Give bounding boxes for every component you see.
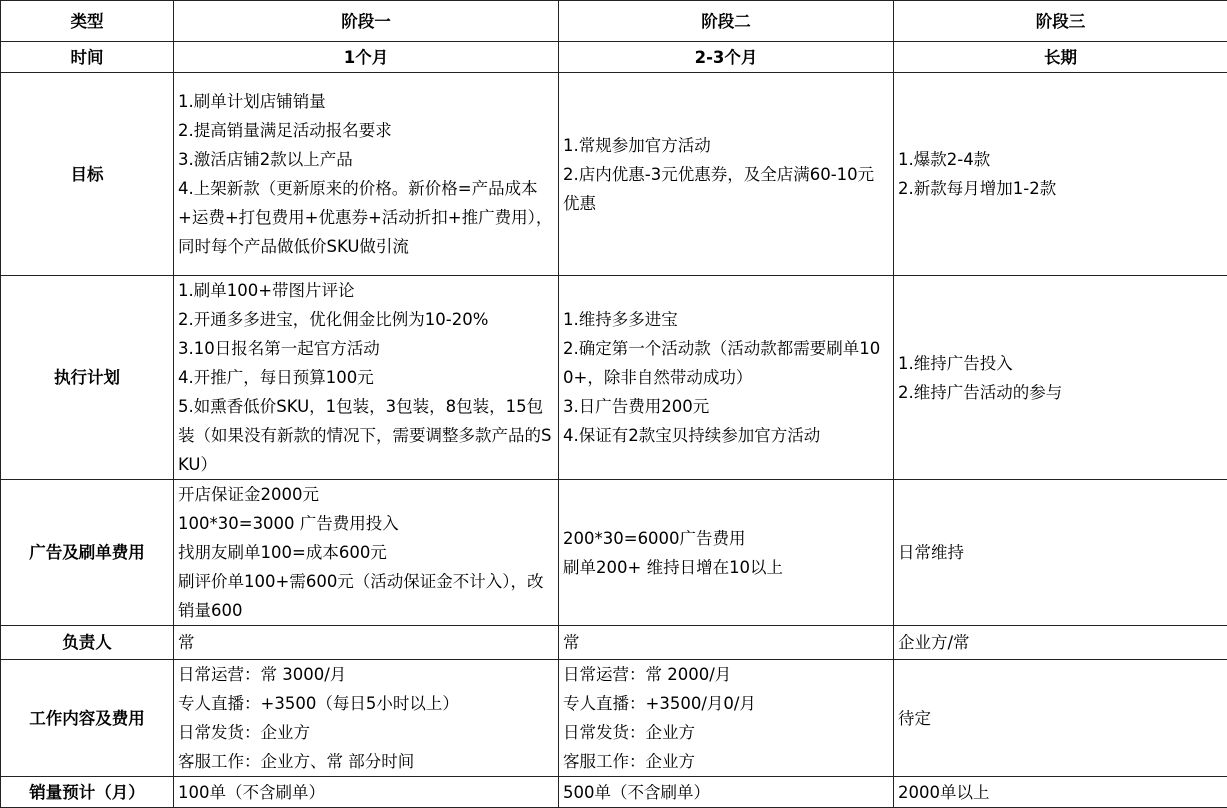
ads-p1-line: 刷评价单100+需600元（活动保证金不计入），改销量600 xyxy=(178,567,554,625)
owner-phase2: 常 xyxy=(559,626,894,660)
header-phase1: 阶段一 xyxy=(174,1,559,42)
plan-p2-line: 4.保证有2款宝贝持续参加官方活动 xyxy=(563,421,889,450)
plan-p1-line: 2.开通多多进宝，优化佣金比例为10-20% xyxy=(178,305,554,334)
goal-phase2 xyxy=(559,73,894,276)
plan-phase1 xyxy=(174,276,559,480)
ads-phase1 xyxy=(174,480,559,626)
owner-label: 负责人 xyxy=(1,626,174,660)
goal-p1-line: 2.提高销量满足活动报名要求 xyxy=(178,116,554,145)
sales-phase3: 2000单以上 xyxy=(894,777,1227,808)
work-phase3 xyxy=(894,660,1227,777)
sales-row xyxy=(1,777,1227,808)
sales-phase1: 100单（不含刷单） xyxy=(174,777,559,808)
goal-p3-line: 2.新款每月增加1-2款 xyxy=(898,174,1223,203)
goal-p2-line: 1.常规参加官方活动 xyxy=(563,131,889,160)
time-phase3: 长期 xyxy=(894,42,1227,73)
plan-p2-line: 2.确定第一个活动款（活动款都需要刷单100+，除非自然带动成功） xyxy=(563,334,889,392)
work-p1-line: 日常运营：常 3000/月 xyxy=(178,660,554,689)
time-row xyxy=(1,42,1227,73)
goal-p3-line: 1.爆款2-4款 xyxy=(898,145,1223,174)
sales-phase2: 500单（不含刷单） xyxy=(559,777,894,808)
goal-p1-line: 1.刷单计划店铺销量 xyxy=(178,87,554,116)
plan-phase2 xyxy=(559,276,894,480)
time-label: 时间 xyxy=(1,42,174,73)
owner-phase1: 常 xyxy=(174,626,559,660)
header-phase3: 阶段三 xyxy=(894,1,1227,42)
work-p3-line: 待定 xyxy=(898,704,1223,733)
plan-p1-line: 4.开推广，每日预算100元 xyxy=(178,363,554,392)
work-p1-line: 日常发货：企业方 xyxy=(178,718,554,747)
plan-p1-line: 3.10日报名第一起官方活动 xyxy=(178,334,554,363)
owner-row xyxy=(1,626,1227,660)
time-phase1: 1个月 xyxy=(174,42,559,73)
work-p2-line: 专人直播：+3500/月0/月 xyxy=(563,689,889,718)
goal-label: 目标 xyxy=(1,73,174,276)
header-type: 类型 xyxy=(1,1,174,42)
goal-p1-line: 3.激活店铺2款以上产品 xyxy=(178,145,554,174)
work-row xyxy=(1,660,1227,777)
ads-label: 广告及刷单费用 xyxy=(1,480,174,626)
goal-phase1 xyxy=(174,73,559,276)
ads-p1-line: 100*30=3000 广告费用投入 xyxy=(178,509,554,538)
plan-p1-line: 1.刷单100+带图片评论 xyxy=(178,276,554,305)
plan-p3-line: 1.维持广告投入 xyxy=(898,349,1223,378)
ads-row xyxy=(1,480,1227,626)
goal-phase3 xyxy=(894,73,1227,276)
work-p2-line: 客服工作：企业方 xyxy=(563,747,889,776)
plan-row xyxy=(1,276,1227,480)
sales-label: 销量预计（月） xyxy=(1,777,174,808)
ads-p2-line: 200*30=6000广告费用 xyxy=(563,524,889,553)
goal-row xyxy=(1,73,1227,276)
ads-p2-line: 刷单200+ 维持日增在10以上 xyxy=(563,553,889,582)
plan-label: 执行计划 xyxy=(1,276,174,480)
ads-phase2 xyxy=(559,480,894,626)
work-phase2 xyxy=(559,660,894,777)
header-row xyxy=(1,1,1227,42)
header-phase2: 阶段二 xyxy=(559,1,894,42)
plan-p1-line: 5.如熏香低价SKU，1包装，3包装，8包装，15包装（如果没有新款的情况下，需要调整多款产品的SKU） xyxy=(178,392,554,479)
work-phase1 xyxy=(174,660,559,777)
plan-p2-line: 3.日广告费用200元 xyxy=(563,392,889,421)
plan-phase3 xyxy=(894,276,1227,480)
work-p1-line: 专人直播：+3500（每日5小时以上） xyxy=(178,689,554,718)
plan-p3-line: 2.维持广告活动的参与 xyxy=(898,378,1223,407)
plan-p2-line: 1.维持多多进宝 xyxy=(563,305,889,334)
time-phase2: 2-3个月 xyxy=(559,42,894,73)
owner-phase3: 企业方/常 xyxy=(894,626,1227,660)
ads-p3-line: 日常维持 xyxy=(898,538,1223,567)
work-p2-line: 日常发货：企业方 xyxy=(563,718,889,747)
goal-p1-line: 4.上架新款（更新原来的价格。新价格=产品成本+运费+打包费用+优惠券+活动折扣+推广费用），同时每个产品做低价SKU做引流 xyxy=(178,174,554,261)
work-label: 工作内容及费用 xyxy=(1,660,174,777)
ads-p1-line: 开店保证金2000元 xyxy=(178,480,554,509)
ads-phase3 xyxy=(894,480,1227,626)
work-p2-line: 日常运营：常 2000/月 xyxy=(563,660,889,689)
work-p1-line: 客服工作：企业方、常 部分时间 xyxy=(178,747,554,776)
goal-p2-line: 2.店内优惠-3元优惠券，及全店满60-10元优惠 xyxy=(563,160,889,218)
ads-p1-line: 找朋友刷单100=成本600元 xyxy=(178,538,554,567)
